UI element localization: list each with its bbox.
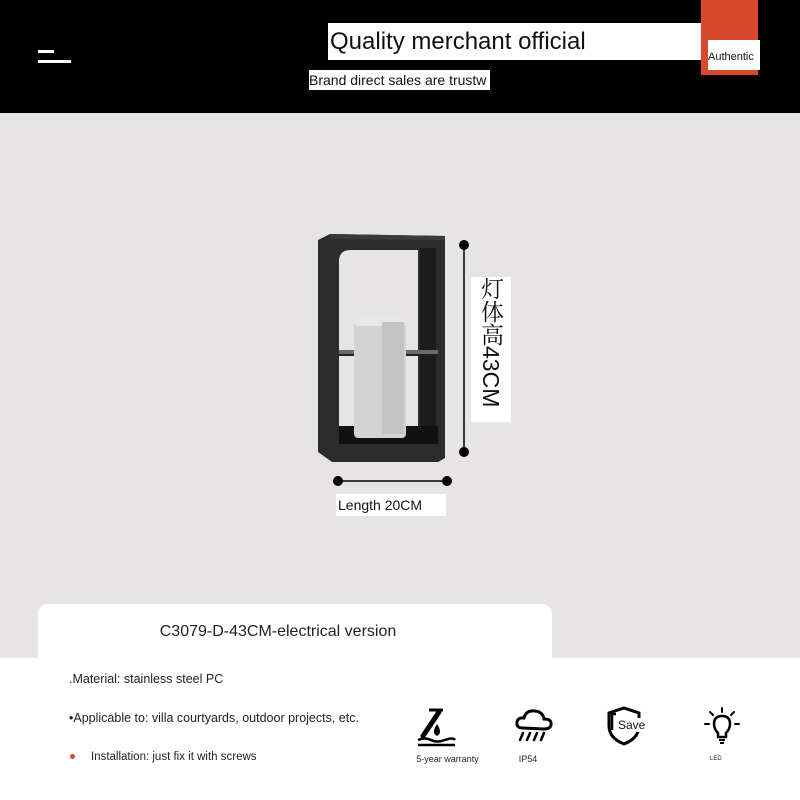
page-subtitle: Brand direct sales are trustw — [309, 70, 490, 90]
bullet-dot — [70, 754, 75, 759]
warranty-label: 5-year warranty — [416, 754, 479, 764]
save-label: Save — [618, 718, 646, 732]
authentic-badge-label: Authentic — [708, 40, 760, 70]
ip-rating-label: IP54 — [518, 754, 538, 764]
flask-warranty-icon — [415, 706, 457, 748]
led-label: LED — [710, 756, 722, 762]
material-spec: .Material: stainless steel PC — [69, 672, 224, 686]
led-bulb-icon — [702, 706, 742, 750]
length-label: Length 20CM — [336, 494, 446, 516]
menu-icon[interactable] — [38, 47, 72, 65]
rain-cloud-icon — [514, 708, 554, 744]
installation-spec: Installation: just fix it with screws — [91, 751, 257, 763]
applicable-spec: •Applicable to: villa courtyards, outdoor projects, etc. — [69, 711, 359, 725]
lamp-product-image — [0, 113, 800, 603]
height-label: 灯体高43CM — [471, 277, 511, 422]
page-title: Quality merchant official — [328, 23, 749, 60]
model-title: C3079-D-43CM-electrical version — [159, 623, 397, 640]
